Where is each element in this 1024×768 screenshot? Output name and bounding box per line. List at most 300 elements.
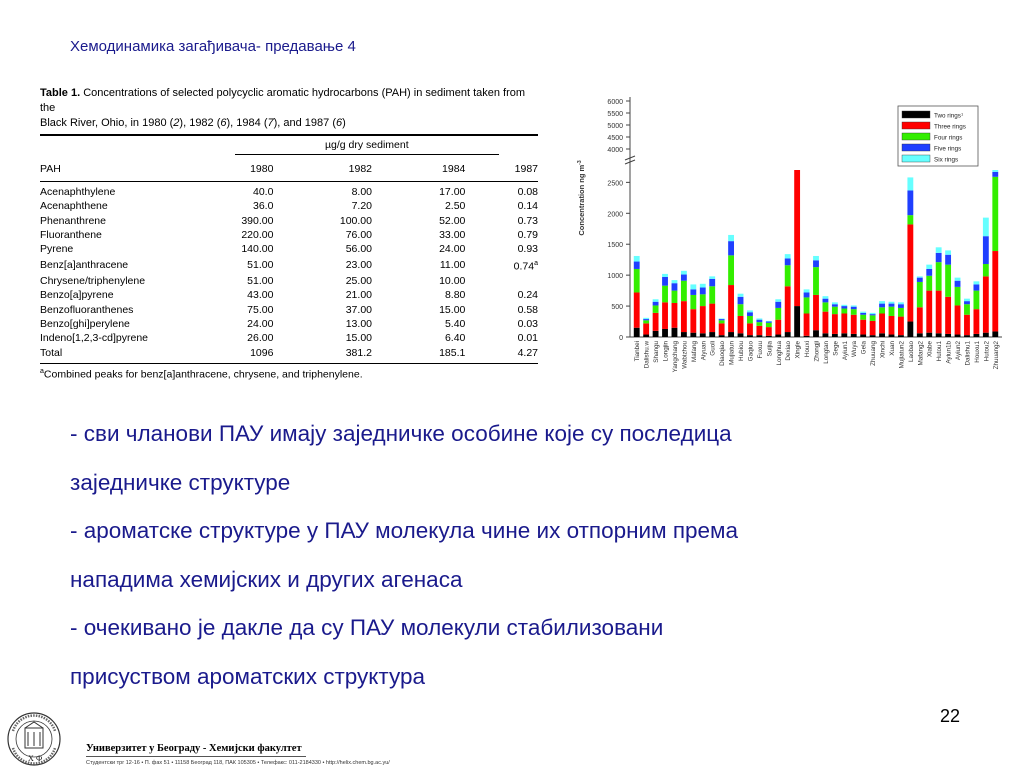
- value-cell: 0.01: [517, 332, 538, 345]
- value-cell: 51.00: [247, 274, 274, 287]
- bar-segment-three-rings: [756, 326, 762, 335]
- value-cell: 381.2: [345, 346, 372, 359]
- value-cell: 76.00: [345, 229, 372, 242]
- bar-segment-two-rings: [832, 334, 838, 337]
- bar-segment-three-rings: [690, 309, 696, 333]
- bar-segment-six-rings: [700, 284, 706, 288]
- bar-segment-two-rings: [690, 333, 696, 337]
- bar-segment-six-rings: [983, 218, 989, 237]
- bar-segment-two-rings: [917, 333, 923, 337]
- legend-swatch: [902, 111, 930, 118]
- bar-segment-two-rings: [983, 333, 989, 337]
- pah-name-cell: Benz[a]anthracene: [40, 259, 129, 272]
- bullet-list: [70, 410, 970, 701]
- bar-segment-five-rings: [841, 306, 847, 308]
- x-tick-label: Houxu1: [973, 341, 981, 363]
- bar-segment-six-rings: [756, 318, 762, 319]
- bar-segment-five-rings: [879, 304, 885, 308]
- legend-label: Five rings: [934, 145, 962, 153]
- bar-segment-five-rings: [813, 260, 819, 267]
- bar-segment-three-rings: [926, 291, 932, 333]
- bar-segment-five-rings: [804, 292, 810, 297]
- value-cell: 15.00: [345, 332, 372, 345]
- bar-segment-four-rings: [738, 304, 744, 316]
- x-tick-label: Suijia: [766, 341, 774, 357]
- y-tick-label: 2500: [607, 180, 623, 188]
- bar-segment-six-rings: [879, 301, 885, 303]
- bar-segment-four-rings: [879, 307, 885, 313]
- table-row: [40, 257, 538, 274]
- bar-segment-three-rings: [775, 320, 781, 335]
- x-tick-label: Diaoqiao: [719, 341, 727, 366]
- bar-segment-five-rings: [851, 307, 857, 309]
- bar-segment-five-rings: [681, 275, 687, 281]
- value-cell: 33.00: [439, 229, 466, 242]
- bullet-line: заједничке структуре: [70, 469, 291, 495]
- bar-segment-two-rings: [709, 332, 715, 337]
- bar-segment-six-rings: [719, 318, 725, 319]
- bar-segment-three-rings: [917, 307, 923, 333]
- bar-segment-two-rings: [955, 335, 961, 337]
- x-tick-label: Dexiao: [785, 341, 793, 361]
- pah-name-cell: Benzo[ghi]perylene: [40, 317, 130, 330]
- university-seal-logo: [4, 710, 66, 768]
- table-caption-line2: Black River, Ohio, in 1980 (: [40, 117, 174, 129]
- bar-segment-four-rings: [662, 286, 668, 303]
- bar-segment-three-rings: [907, 224, 913, 321]
- bar-segment-six-rings: [936, 247, 942, 253]
- value-cell: 23.00: [345, 259, 372, 272]
- bar-segment-two-rings: [898, 335, 904, 337]
- bar-segment-five-rings: [917, 278, 923, 282]
- x-tick-label: Xingle: [794, 341, 802, 359]
- bar-segment-six-rings: [728, 235, 734, 241]
- bar-segment-four-rings: [681, 281, 687, 301]
- bar-segment-six-rings: [955, 278, 961, 281]
- bar-segment-four-rings: [917, 282, 923, 307]
- bar-segment-three-rings: [898, 317, 904, 336]
- bar-segment-five-rings: [936, 253, 942, 262]
- bar-segment-four-rings: [747, 316, 753, 323]
- legend-swatch: [902, 122, 930, 129]
- bar-segment-three-rings: [766, 327, 772, 336]
- bar-segment-six-rings: [681, 271, 687, 275]
- bar-segment-three-rings: [992, 251, 998, 331]
- bar-segment-six-rings: [653, 299, 659, 301]
- bar-segment-five-rings: [672, 283, 678, 290]
- value-cell: 1096: [250, 346, 274, 359]
- svg-text:Х: Х: [28, 754, 34, 763]
- bar-segment-six-rings: [945, 250, 951, 254]
- bar-segment-four-rings: [756, 322, 762, 326]
- bar-segment-three-rings: [719, 323, 725, 335]
- bar-segment-six-rings: [766, 321, 772, 322]
- bar-segment-three-rings: [681, 301, 687, 332]
- bar-segment-six-rings: [832, 302, 838, 304]
- legend-swatch: [902, 144, 930, 151]
- bar-segment-six-rings: [907, 177, 913, 190]
- legend-swatch: [902, 155, 930, 162]
- pah-name-cell: Total: [40, 346, 63, 359]
- value-cell: 17.00: [439, 185, 466, 198]
- table-row: [40, 185, 538, 199]
- table-row: [40, 303, 538, 317]
- bar-segment-two-rings: [841, 333, 847, 337]
- bar-segment-three-rings: [879, 313, 885, 333]
- bar-segment-four-rings: [813, 267, 819, 295]
- bar-segment-three-rings: [728, 285, 734, 332]
- pah-name-cell: Benzo[a]pyrene: [40, 289, 114, 302]
- bar-segment-three-rings: [672, 303, 678, 328]
- x-tick-label: Mujiatun2: [898, 341, 906, 369]
- value-cell: 0.74$^a$: [513, 259, 538, 273]
- bar-segment-two-rings: [785, 332, 791, 337]
- bar-segment-three-rings: [870, 321, 876, 335]
- caption-sep: ), 1982 (: [179, 117, 221, 129]
- table-footnote: [40, 368, 538, 381]
- x-tick-label: Zhuuang2: [992, 341, 1000, 370]
- bar-segment-four-rings: [719, 320, 725, 323]
- x-tick-label: Mujiatun: [728, 341, 736, 365]
- value-cell: 0.79: [517, 229, 538, 242]
- bar-segment-two-rings: [719, 335, 725, 337]
- bar-segment-six-rings: [738, 294, 744, 297]
- value-cell: 390.00: [241, 214, 274, 227]
- bar-segment-two-rings: [662, 329, 668, 337]
- pah-name-cell: Acenaphthylene: [40, 185, 116, 198]
- bar-segment-three-rings: [804, 313, 810, 335]
- value-cell: 24.00: [247, 317, 274, 330]
- caption-sep: ), 1984 (: [226, 117, 268, 129]
- table-row: [40, 199, 538, 213]
- bar-segment-two-rings: [813, 330, 819, 337]
- bar-segment-two-rings: [766, 336, 772, 337]
- value-cell: 0.73: [517, 214, 538, 227]
- bar-segment-six-rings: [860, 312, 866, 313]
- footer-divider: [86, 756, 306, 757]
- column-header: 1984: [442, 163, 466, 176]
- bar-segment-four-rings: [634, 269, 640, 293]
- x-tick-label: Laobao: [907, 341, 915, 363]
- caption-ref: 6: [220, 117, 227, 129]
- bar-segment-five-rings: [690, 289, 696, 295]
- bar-segment-five-rings: [653, 302, 659, 306]
- bar-segment-six-rings: [964, 299, 970, 301]
- x-tick-label: Zhongji: [813, 341, 821, 362]
- pah-name-cell: Indeno[1,2,3-cd]pyrene: [40, 332, 148, 345]
- bar-segment-five-rings: [634, 262, 640, 269]
- x-tick-label: Dalishu.w: [643, 341, 651, 369]
- value-cell: 24.00: [439, 243, 466, 256]
- value-cell: 40.0: [253, 185, 274, 198]
- y-tick-label: 1000: [607, 273, 623, 281]
- table-header-row: [40, 159, 538, 181]
- value-cell: 52.00: [439, 214, 466, 227]
- bar-segment-six-rings: [634, 256, 640, 262]
- pah-name-cell: Acenaphthene: [40, 200, 108, 213]
- bar-segment-two-rings: [653, 331, 659, 337]
- bar-segment-five-rings: [823, 299, 829, 303]
- bar-segment-six-rings: [690, 284, 696, 289]
- table-row: [40, 346, 538, 360]
- bullet-line: - очекивано је дакле да су ПАУ молекули стабилизовани: [70, 615, 664, 640]
- bar-segment-four-rings: [907, 215, 913, 224]
- table-row: [40, 214, 538, 228]
- bar-segment-four-rings: [860, 315, 866, 320]
- legend-swatch: [902, 133, 930, 140]
- bar-segment-three-rings: [832, 314, 838, 334]
- bar-segment-two-rings: [804, 336, 810, 337]
- footnote-mark: a: [40, 368, 44, 376]
- bar-segment-four-rings: [709, 286, 715, 303]
- x-tick-label: Xuan: [888, 341, 896, 356]
- table-body: [40, 185, 538, 360]
- value-cell: 8.80: [444, 289, 466, 302]
- table-caption-label: Table 1.: [40, 87, 81, 99]
- value-cell: 37.00: [345, 303, 372, 316]
- bullet-line: присуством ароматских структура: [70, 663, 425, 689]
- table-row: [40, 288, 538, 302]
- bar-segment-two-rings: [700, 333, 706, 337]
- value-cell: 10.00: [439, 274, 466, 287]
- x-tick-label: Yangchang: [671, 341, 679, 373]
- bar-segment-six-rings: [841, 305, 847, 306]
- unit-row: [40, 136, 538, 159]
- value-cell: 11.00: [439, 259, 466, 272]
- value-cell: 0.93: [517, 243, 538, 256]
- bar-segment-three-rings: [851, 315, 857, 334]
- bar-segment-five-rings: [643, 319, 649, 320]
- bar-segment-three-rings: [955, 305, 961, 334]
- bar-segment-two-rings: [794, 306, 800, 337]
- value-cell: 25.00: [345, 274, 372, 287]
- bar-segment-five-rings: [898, 304, 904, 308]
- pah-name-cell: Chrysene/triphenylene: [40, 274, 146, 287]
- value-cell: 5.40: [444, 317, 466, 330]
- bar-segment-three-rings: [936, 291, 942, 334]
- x-tick-label: Mafang: [690, 341, 698, 363]
- footnote-mark: a: [534, 259, 538, 267]
- bar-segment-three-rings: [823, 312, 829, 334]
- bar-segment-three-rings: [813, 295, 819, 330]
- x-tick-label: Houxi: [804, 341, 812, 358]
- y-axis-label: Concentration ng $m^{-3}$: [577, 160, 586, 236]
- bar-segment-four-rings: [898, 308, 904, 317]
- bar-segment-two-rings: [879, 333, 885, 337]
- bar-segment-five-rings: [832, 304, 838, 306]
- bar-segment-two-rings: [945, 334, 951, 337]
- bar-segment-five-rings: [870, 314, 876, 315]
- bar-segment-six-rings: [662, 274, 668, 277]
- value-cell: 100.00: [339, 214, 372, 227]
- x-tick-label: Wabizhou: [681, 341, 689, 369]
- bar-segment-six-rings: [813, 256, 819, 260]
- y-tick-label: 6000: [607, 99, 623, 106]
- caption-sep: ): [342, 117, 346, 129]
- pah-name-cell: Phenanthrene: [40, 214, 106, 227]
- bar-segment-four-rings: [841, 309, 847, 314]
- bar-segment-six-rings: [785, 254, 791, 258]
- bar-segment-four-rings: [804, 297, 810, 313]
- x-tick-label: Ayiun1: [841, 341, 849, 361]
- value-cell: 56.00: [345, 243, 372, 256]
- pah-name-cell: Pyrene: [40, 243, 74, 256]
- x-tick-label: Dalishu1: [964, 341, 972, 366]
- bar-segment-two-rings: [926, 333, 932, 337]
- svg-text:Ф: Ф: [36, 754, 43, 763]
- bar-segment-five-rings: [973, 284, 979, 290]
- bar-segment-six-rings: [747, 310, 753, 312]
- bar-segment-six-rings: [775, 299, 781, 301]
- bar-segment-two-rings: [851, 334, 857, 337]
- bar-segment-four-rings: [775, 308, 781, 320]
- bar-segment-four-rings: [766, 323, 772, 327]
- x-tick-label: Guoli: [709, 341, 717, 356]
- value-cell: [465, 274, 538, 288]
- pah-name-cell: Fluoranthene: [40, 229, 102, 242]
- table-row: [40, 331, 538, 345]
- bullet-line: нападима хемијских и других агенаса: [70, 566, 463, 592]
- y-tick-label: 2000: [607, 211, 623, 219]
- value-cell: 75.00: [247, 303, 274, 316]
- bar-segment-two-rings: [728, 332, 734, 337]
- bar-segment-two-rings: [747, 335, 753, 337]
- value-cell: 2.50: [444, 200, 466, 213]
- value-cell: 0.03: [517, 317, 538, 330]
- value-cell: 140.00: [241, 243, 274, 256]
- y-tick-label: 5500: [607, 111, 623, 118]
- bar-segment-three-rings: [889, 316, 895, 335]
- bar-segment-three-rings: [738, 316, 744, 333]
- bar-segment-five-rings: [926, 269, 932, 276]
- bar-segment-two-rings: [756, 335, 762, 337]
- pah-table: [40, 136, 538, 360]
- x-tick-label: Longjin: [662, 341, 670, 362]
- value-cell: 0.58: [517, 303, 538, 316]
- bar-segment-two-rings: [907, 322, 913, 337]
- bar-segment-three-rings: [662, 302, 668, 329]
- value-cell: 15.00: [439, 303, 466, 316]
- footnote-text: Combined peaks for benz[a]anthracene, chrysene, and triphenylene.: [43, 368, 363, 381]
- bar-segment-four-rings: [870, 315, 876, 321]
- bar-segment-six-rings: [804, 289, 810, 292]
- bar-segment-two-rings: [738, 333, 744, 337]
- x-tick-label: Xinchi: [879, 341, 887, 359]
- bar-segment-six-rings: [643, 318, 649, 319]
- bar-segment-three-rings: [841, 313, 847, 333]
- bar-segment-five-rings: [700, 288, 706, 295]
- pah-table-block: [40, 86, 538, 381]
- x-tick-label: Longtan: [822, 341, 830, 364]
- y-tick-label: 5000: [607, 123, 623, 130]
- bar-segment-two-rings: [634, 328, 640, 337]
- footer-university: Универзитет у Београду - Хемијски факултет: [86, 743, 302, 754]
- table-row: [40, 242, 538, 256]
- legend-label: Four rings: [934, 134, 963, 142]
- x-tick-label: Longhua: [775, 341, 783, 366]
- bar-segment-two-rings: [672, 328, 678, 337]
- x-tick-label: Wuya: [851, 341, 859, 357]
- y-tick-label: 0: [619, 335, 623, 342]
- x-tick-label: Gela: [860, 341, 868, 355]
- table-bottom-rule: [40, 363, 538, 364]
- bar-segment-five-rings: [964, 301, 970, 304]
- bar-segment-six-rings: [851, 305, 857, 306]
- column-header: 1987: [514, 163, 538, 176]
- bar-segment-four-rings: [936, 262, 942, 290]
- value-cell: 0.08: [517, 185, 538, 198]
- bar-segment-two-rings: [775, 335, 781, 337]
- bar-segment-four-rings: [851, 309, 857, 315]
- bar-segment-five-rings: [662, 277, 668, 286]
- bar-segment-five-rings: [860, 313, 866, 315]
- x-tick-label: Hutou2: [983, 341, 991, 362]
- bar-segment-five-rings: [992, 172, 998, 177]
- bar-segment-three-rings: [700, 306, 706, 333]
- bar-segment-five-rings: [709, 279, 715, 286]
- bar-segment-three-rings: [634, 292, 640, 327]
- caption-sep: ), and 1987 (: [273, 117, 336, 129]
- bar-segment-four-rings: [992, 177, 998, 251]
- bar-segment-four-rings: [785, 265, 791, 286]
- x-tick-label: Hubiou: [738, 341, 746, 361]
- bar-segment-four-rings: [955, 287, 961, 306]
- x-tick-label: Zhuuang: [870, 341, 878, 366]
- value-cell: 6.40: [444, 332, 466, 345]
- x-tick-label: Xiabe: [926, 341, 934, 358]
- bar-segment-four-rings: [973, 291, 979, 310]
- x-tick-label: Fuxuu: [756, 341, 764, 359]
- bar-segment-two-rings: [964, 335, 970, 337]
- bar-segment-two-rings: [936, 333, 942, 337]
- value-cell: 185.1: [439, 346, 466, 359]
- y-tick-label: 4000: [607, 147, 623, 154]
- bar-segment-six-rings: [898, 302, 904, 304]
- column-header: PAH: [40, 163, 61, 176]
- bar-segment-four-rings: [672, 291, 678, 303]
- column-header: 1980: [250, 163, 274, 176]
- bullet-line: - ароматске структуре у ПАУ молекула чине их отпорним према: [70, 518, 739, 543]
- bar-segment-four-rings: [690, 295, 696, 309]
- bar-segment-four-rings: [700, 294, 706, 306]
- bar-segment-four-rings: [926, 276, 932, 291]
- value-cell: 21.00: [345, 289, 372, 302]
- bar-segment-five-rings: [719, 319, 725, 320]
- bar-segment-two-rings: [643, 335, 649, 337]
- legend-label: Three rings: [934, 123, 966, 131]
- bar-segment-four-rings: [889, 307, 895, 316]
- bar-segment-four-rings: [823, 302, 829, 311]
- y-tick-label: 500: [611, 304, 623, 312]
- x-tick-label: Aiyuan: [700, 341, 708, 361]
- caption-ref: 7: [267, 117, 274, 129]
- value-cell: 43.00: [247, 289, 274, 302]
- unit-label: µg/g dry sediment: [235, 138, 499, 155]
- bar-segment-three-rings: [785, 286, 791, 332]
- x-tick-label: Mafang2: [917, 341, 925, 366]
- value-cell: 0.14: [517, 200, 538, 213]
- bar-segment-five-rings: [766, 322, 772, 323]
- bar-segment-two-rings: [973, 334, 979, 337]
- bar-segment-two-rings: [681, 332, 687, 337]
- y-tick-label: 4500: [607, 135, 623, 142]
- bar-segment-six-rings: [889, 302, 895, 304]
- bar-segment-two-rings: [870, 335, 876, 337]
- bar-segment-three-rings: [709, 304, 715, 332]
- bar-segment-six-rings: [709, 276, 715, 278]
- slide-title: Хемодинамика загађивача- предавање 4: [70, 38, 356, 55]
- bullet-line: - сви чланови ПАУ имају заједничке особине које су последица: [70, 421, 732, 446]
